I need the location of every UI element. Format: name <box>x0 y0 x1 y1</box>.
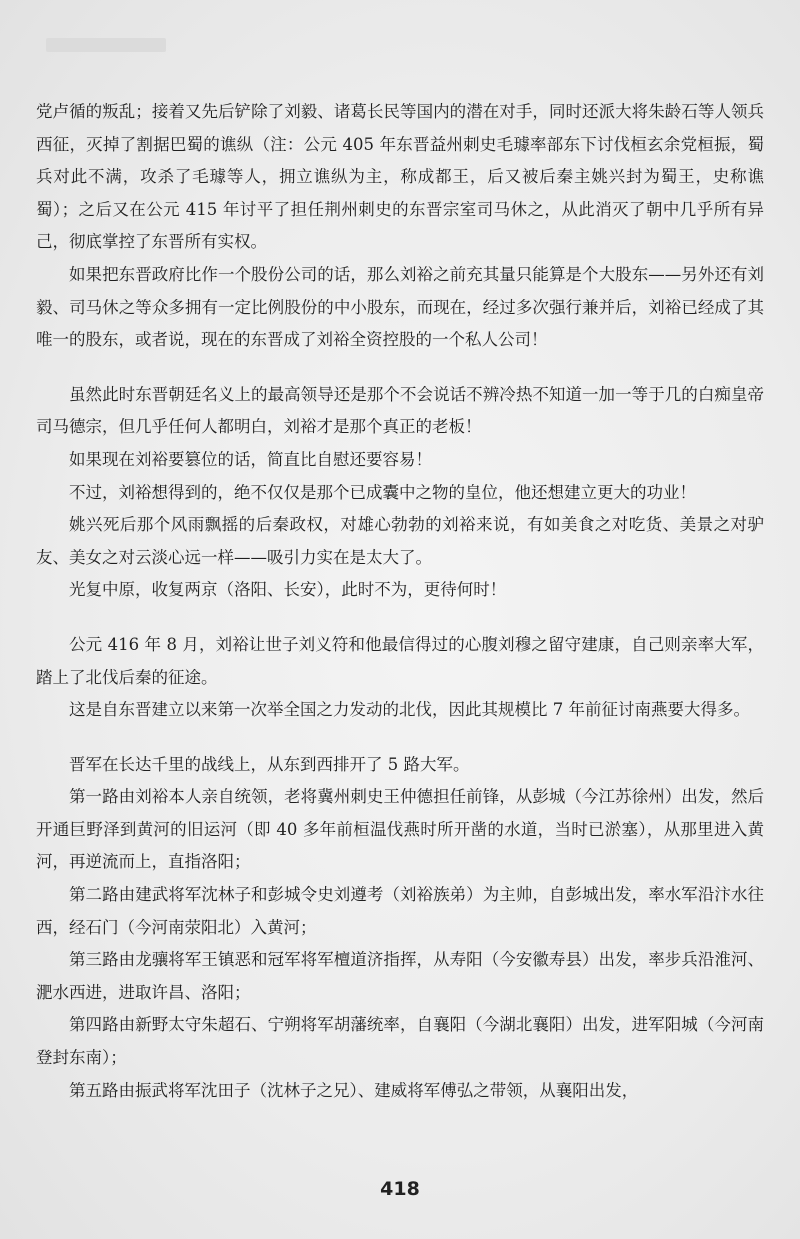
paragraph: 党卢循的叛乱；接着又先后铲除了刘毅、诸葛长民等国内的潜在对手，同时还派大将朱龄石等人领兵西征，灭掉了割据巴蜀的谯纵（注：公元 405 年东晋益州刺史毛璩率部东下讨伐桓玄余党桓振，蜀兵对此不满，攻杀了毛璩等人，拥立谯纵为主，称成都王，后又被后秦主姚兴封为蜀王，史称谯蜀）；之后又在公元 415 年讨平了担任荆州刺史的东晋宗室司马休之，从此消灭了朝中几乎所有异己，彻底掌控了东晋所有实权。 <box>36 102 764 252</box>
paragraph: 第五路由振武将军沈田子（沈林子之兄）、建威将军傅弘之带领，从襄阳出发， <box>69 1080 639 1100</box>
paragraph: 第四路由新野太守朱超石、宁朔将军胡藩统率，自襄阳（今湖北襄阳）出发，进军阳城（今河南登封东南）； <box>36 1015 764 1068</box>
paragraph: 虽然此时东晋朝廷名义上的最高领导还是那个不会说话不辨冷热不知道一加一等于几的白痴皇帝司马德宗，但几乎任何人都明白，刘裕才是那个真正的老板！ <box>36 384 764 437</box>
paragraph: 公元 416 年 8 月，刘裕让世子刘义符和他最信得过的心腹刘穆之留守建康，自己则亲率大军，踏上了北伐后秦的征途。 <box>36 634 764 687</box>
paragraph: 第三路由龙骧将军王镇恶和冠军将军檀道济指挥，从寿阳（今安徽寿县）出发，率步兵沿淮河、淝水西进，进取许昌、洛阳； <box>36 950 764 1002</box>
paragraph: 光复中原，收复两京（洛阳、长安），此时不为，更待何时！ <box>69 580 507 600</box>
paragraph: 如果现在刘裕要篡位的话，简直比自慰还要容易！ <box>69 449 432 469</box>
paragraph: 姚兴死后那个风雨飘摇的后秦政权，对雄心勃勃的刘裕来说，有如美食之对吃货、美景之对驴友、美女之对云淡心远一样——吸引力实在是太大了。 <box>36 515 764 567</box>
paragraph: 这是自东晋建立以来第一次举全国之力发动的北伐，因此其规模比 7 年前征讨南燕要大得多。 <box>69 700 750 720</box>
body-text <box>36 96 764 1107</box>
page-number: 418 <box>380 1178 420 1200</box>
paragraph: 第一路由刘裕本人亲自统领，老将冀州刺史王仲德担任前锋，从彭城（今江苏徐州）出发，然后开通巨野泽到黄河的旧运河（即 40 多年前桓温伐燕时所开凿的水道，当时已淤塞），从那里进入黄河，再逆流而上，直指洛阳； <box>36 787 764 872</box>
paragraph: 第二路由建武将军沈林子和彭城令史刘遵考（刘裕族弟）为主帅，自彭城出发，率水军沿汴水往西，经石门（今河南荥阳北）入黄河； <box>36 885 764 937</box>
paragraph: 晋军在长达千里的战线上，从东到西排开了 5 路大军。 <box>69 754 470 774</box>
running-header <box>46 38 166 52</box>
paragraph: 如果把东晋政府比作一个股份公司的话，那么刘裕之前充其量只能算是个大股东——另外还有刘毅、司马休之等众多拥有一定比例股份的中小股东，而现在，经过多次强行兼并后，刘裕已经成了其唯一的股东，或者说，现在的东晋成了刘裕全资控股的一个私人公司！ <box>36 264 764 350</box>
paragraph: 不过，刘裕想得到的，绝不仅仅是那个已成囊中之物的皇位，他还想建立更大的功业！ <box>69 482 696 502</box>
